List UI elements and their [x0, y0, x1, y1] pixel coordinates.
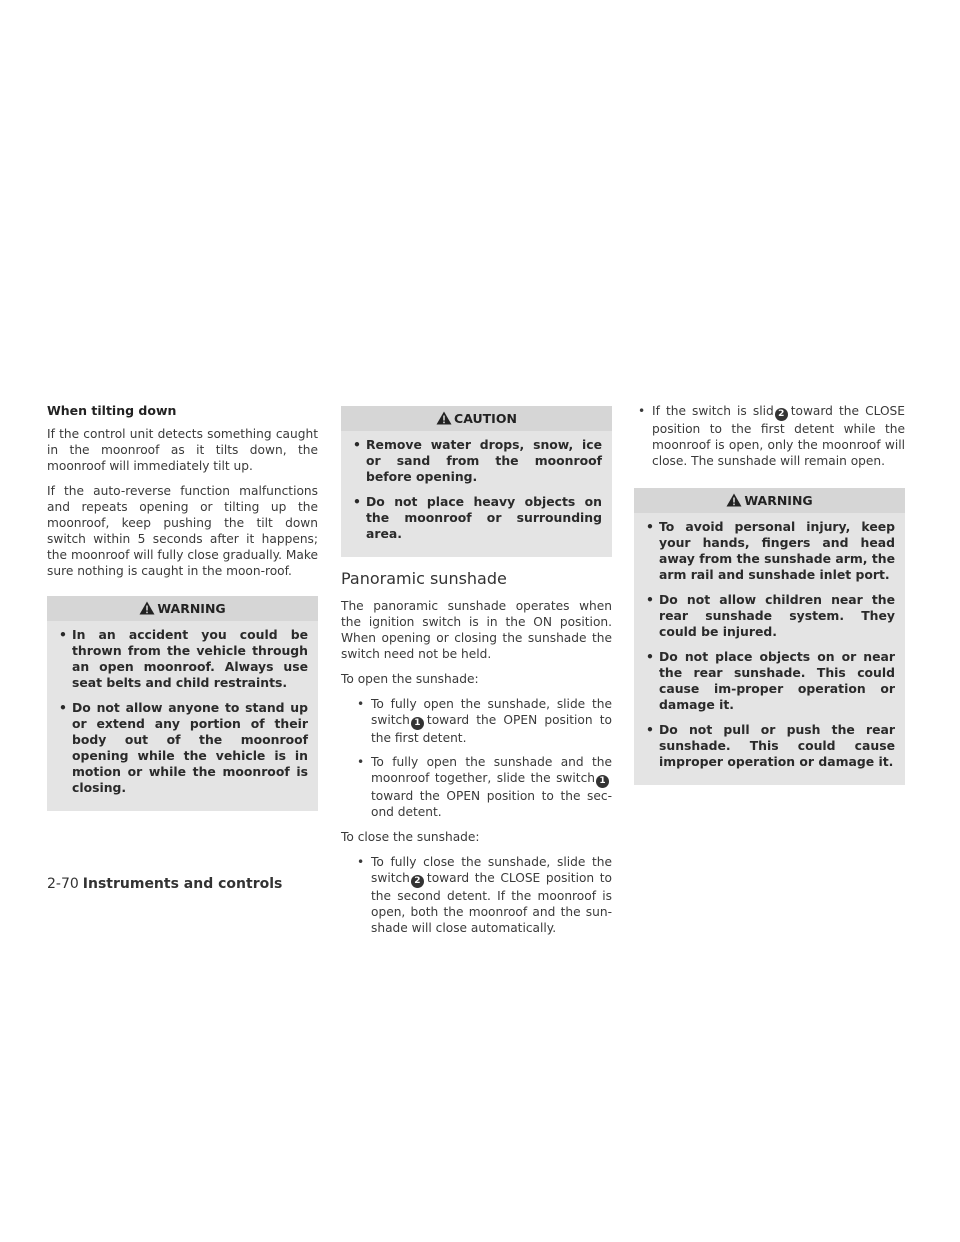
paragraph: To close the sunshade: [341, 830, 480, 844]
warning-triangle-icon [726, 493, 742, 507]
warning-box [634, 488, 905, 785]
list-item [357, 854, 612, 936]
column-right [634, 403, 905, 797]
warning-box [47, 596, 318, 811]
list-item [638, 403, 905, 469]
caution-triangle-icon [436, 411, 452, 425]
paragraph: If the auto-reverse function malfunctions and repeats opening or tilting up the moonroof, keep pushing the tilt down switch within 5 seconds after it happens; the moonroof will fully close gradually. Make sure nothing is caught in the moon-roof. [47, 484, 318, 578]
warning-triangle-icon [139, 601, 155, 615]
caution-item: • Do not place heavy objects on the moonroof or surrounding area. [353, 494, 602, 542]
list-item [357, 696, 612, 746]
close-list-continued [634, 403, 905, 469]
list-item [357, 754, 612, 820]
switch-number-2-icon: 2 [775, 408, 788, 421]
section-name: Instruments and controls [82, 876, 283, 892]
caution-label: CAUTION [454, 411, 517, 426]
close-list [341, 854, 612, 936]
paragraph: The panoramic sunshade operates when the ignition switch is in the ON position. When opening or closing the sunshade the switch need not be held. [341, 599, 612, 661]
warning-title [634, 488, 905, 513]
warning-label: WARNING [157, 601, 226, 616]
page-number: 2-70 [47, 876, 79, 892]
list-item-text: toward the OPEN position to the sec-ond detent. [371, 789, 612, 819]
column-left [47, 403, 318, 823]
switch-number-1-icon: 1 [596, 775, 609, 788]
list-item-text: If the switch is slid [652, 404, 774, 418]
section-title: Panoramic sunshade [341, 569, 507, 588]
warning-item: • Do not allow anyone to stand up or extend any portion of their body out of the moonroof opening while the vehicle is in motion or while the moonroof is closing. [59, 700, 308, 796]
switch-number-1-icon: 1 [411, 717, 424, 730]
warning-item: • Do not allow children near the rear sunshade system. They could be injured. [646, 592, 895, 640]
caution-box [341, 406, 612, 557]
list-item-text: toward the CLOSE position to the second detent. If the moonroof is open, both the moonroof and the sun-shade will close automatically. [371, 871, 612, 935]
paragraph: If the control unit detects something caught in the moonroof as it tilts down, the moonroof will immediately tilt up. [47, 427, 318, 473]
open-list [341, 696, 612, 820]
warning-item: • Do not pull or push the rear sunshade. This could cause improper operation or damage it. [646, 722, 895, 770]
caution-item: • Remove water drops, snow, ice or sand from the moonroof before opening. [353, 437, 602, 485]
warning-item: • In an accident you could be thrown from the vehicle through an open moonroof. Always use seat belts and child restraints. [59, 627, 308, 691]
warning-title [47, 596, 318, 621]
column-middle [341, 406, 612, 945]
warning-item: • Do not place objects on or near the rear sunshade. This could cause im-proper operation or damage it. [646, 649, 895, 713]
warning-item: • To avoid personal injury, keep your hands, fingers and head away from the sunshade arm, the arm rail and sunshade inlet port. [646, 519, 895, 583]
list-item-text: To fully close the sunshade, slide the switch [371, 855, 612, 885]
list-item-text: To fully open the sunshade, slide the switch [371, 697, 612, 727]
caution-title [341, 406, 612, 431]
list-item-text: toward the CLOSE position to the first detent while the moonroof is open, only the moonroof will close. The sunshade will remain open. [652, 404, 905, 468]
list-item-text: toward the OPEN position to the first detent. [371, 713, 612, 745]
paragraph: To open the sunshade: [341, 672, 479, 686]
list-item-text: To fully open the sunshade and the moonroof together, slide the switch [371, 755, 612, 785]
switch-number-2-icon: 2 [411, 875, 424, 888]
warning-label: WARNING [744, 493, 813, 508]
subheading-tilting-down: When tilting down [47, 403, 177, 418]
page-footer [47, 876, 282, 892]
